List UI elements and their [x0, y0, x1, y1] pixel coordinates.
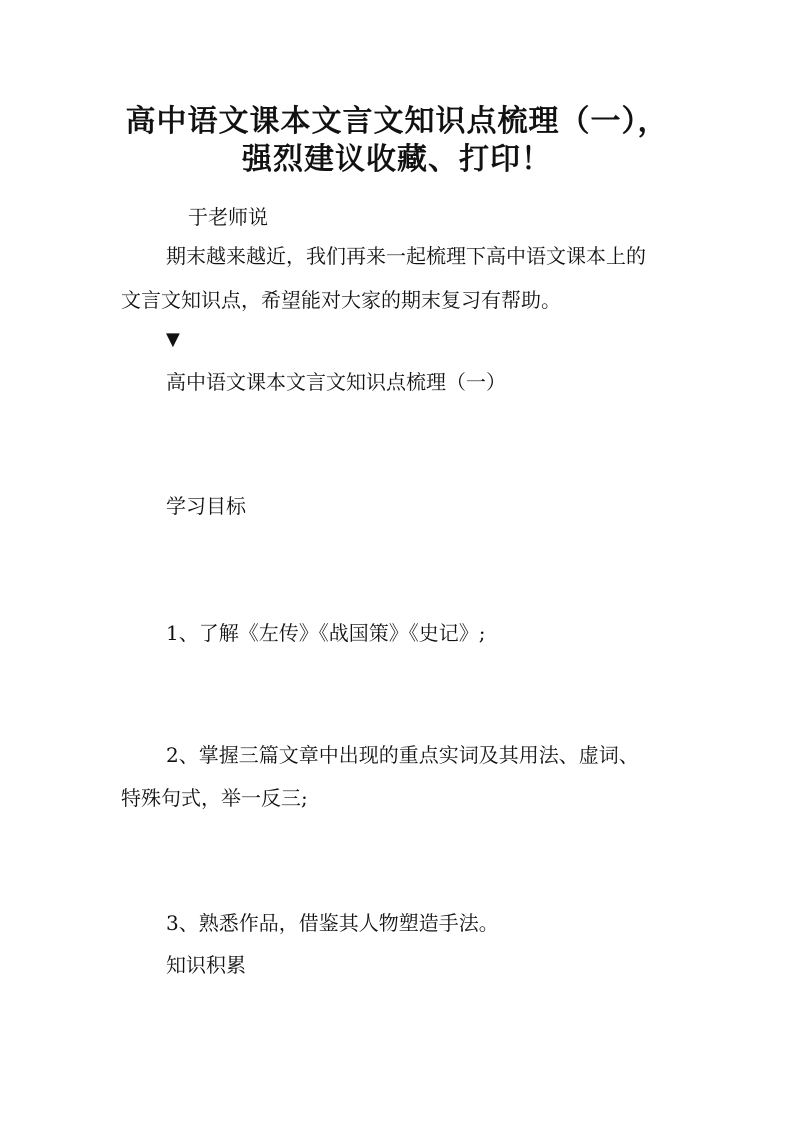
- section-title: 高中语文课本文言文知识点梳理（一）: [166, 370, 506, 394]
- title-line-1: 高中语文课本文言文知识点梳理（一），: [125, 104, 669, 139]
- goal-item-2-line-1: 2、掌握三篇文章中出现的重点实词及其用法、虚词、: [166, 743, 639, 767]
- intro-line-2: 文言文知识点，希望能对大家的期末复习有帮助。: [121, 288, 561, 312]
- author-name: 于老师说: [188, 205, 268, 229]
- goal-item-3: 3、熟悉作品，借鉴其人物塑造手法。: [166, 911, 499, 935]
- goals-heading: 学习目标: [166, 494, 246, 518]
- title-line-2: 强烈建议收藏、打印！: [242, 142, 552, 177]
- intro-line-1: 期末越来越近，我们再来一起梳理下高中语文课本上的: [166, 244, 646, 268]
- down-arrow-icon: ▼: [166, 329, 180, 350]
- goal-item-2-line-2: 特殊句式，举一反三;: [121, 786, 308, 810]
- knowledge-heading: 知识积累: [166, 953, 246, 977]
- goal-item-1: 1、了解《左传》《战国策》《史记》;: [166, 621, 486, 645]
